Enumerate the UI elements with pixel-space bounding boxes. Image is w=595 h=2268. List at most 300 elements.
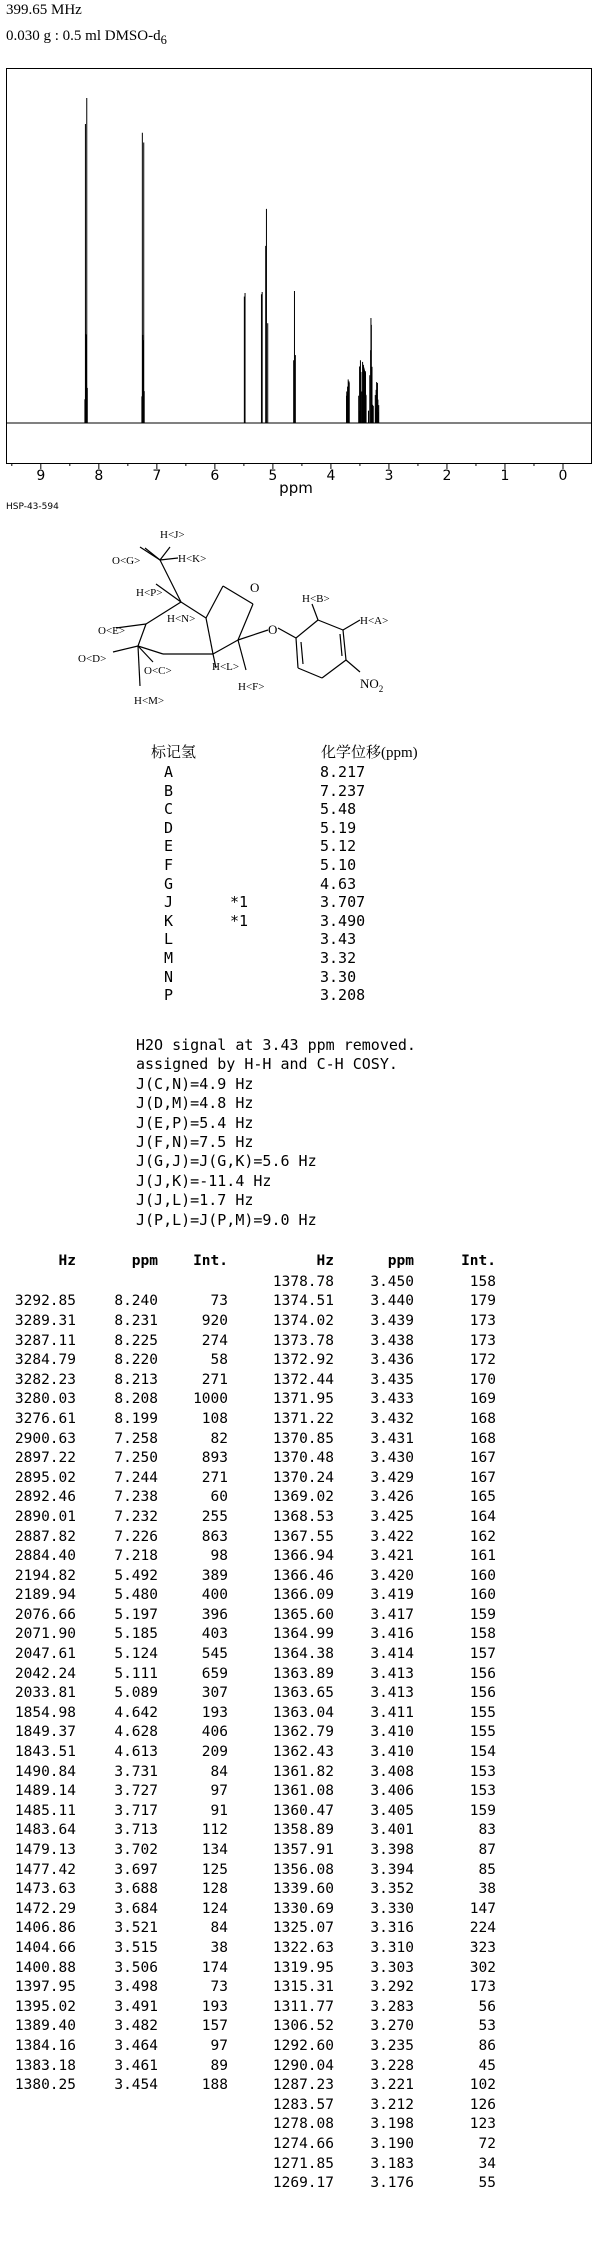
peak-int: 97 <box>210 1783 228 1800</box>
peak-int: 224 <box>469 1920 496 1937</box>
peak-int: 86 <box>478 2037 496 2054</box>
peak-row <box>10 1527 228 1547</box>
peak-row <box>10 1605 228 1625</box>
peak-int: 193 <box>201 1998 228 2015</box>
label-HM: H<M> <box>134 695 165 707</box>
peak-ppm: 3.310 <box>370 1939 414 1956</box>
assignment-row <box>150 949 419 968</box>
peak-int: 274 <box>201 1332 228 1349</box>
peak-ppm: 3.432 <box>370 1410 414 1427</box>
peak-row <box>10 1507 228 1527</box>
x-tick-label-2: 7 <box>152 468 162 484</box>
note-line: J(C,N)=4.9 Hz <box>136 1074 254 1093</box>
peak-ppm: 3.405 <box>370 1802 414 1819</box>
peak-int: 124 <box>201 1900 228 1917</box>
peak-hz: 1361.08 <box>272 1783 334 1800</box>
peak-ppm: 3.435 <box>370 1371 414 1388</box>
peak-ppm: 8.225 <box>114 1332 158 1349</box>
peak-hz: 2895.02 <box>14 1469 76 1486</box>
peak-row <box>256 1350 496 1370</box>
peak-row <box>10 1350 228 1370</box>
note-line: J(P,L)=J(P,M)=9.0 Hz <box>136 1210 317 1229</box>
peak-ppm: 3.440 <box>370 1293 414 1310</box>
peak-hz: 1360.47 <box>272 1802 334 1819</box>
peak-hz: 1322.63 <box>272 1939 334 1956</box>
peak-ppm: 4.628 <box>114 1724 158 1741</box>
assignment-shift: 5.10 <box>320 855 357 874</box>
peak-row <box>10 1331 228 1351</box>
peak-int: 84 <box>210 1763 228 1780</box>
assignment-label: N <box>164 967 174 986</box>
note-line: J(J,L)=1.7 Hz <box>136 1191 254 1210</box>
peak-int: 173 <box>469 1979 496 1996</box>
peak-ppm: 3.398 <box>370 1842 414 1859</box>
peak-ppm: 7.218 <box>114 1548 158 1565</box>
peak-hz: 1477.42 <box>14 1861 76 1878</box>
peak-int: 157 <box>201 2018 228 2035</box>
peak-ppm: 8.220 <box>114 1352 158 1369</box>
peak-row <box>10 1488 228 1508</box>
assignment-note <box>230 800 320 819</box>
peak-ppm: 5.124 <box>114 1646 158 1663</box>
assignment-shift: 3.30 <box>320 967 357 986</box>
plot-frame <box>7 69 592 464</box>
peak-row <box>256 1703 496 1723</box>
x-tick-label-4: 5 <box>268 468 278 484</box>
peak-row <box>10 1272 228 1292</box>
peak-row <box>10 1703 228 1723</box>
label-HP: H<P> <box>136 587 163 599</box>
peak-ppm: 3.422 <box>370 1528 414 1545</box>
peak-row <box>10 1664 228 1684</box>
assignment-label: P <box>164 986 174 1005</box>
peak-ppm: 3.702 <box>114 1842 158 1859</box>
peak-row <box>10 2036 228 2056</box>
peak-int: 153 <box>469 1763 496 1780</box>
peak-row <box>10 1997 228 2017</box>
x-tick-label-6: 3 <box>384 468 394 484</box>
peak-ppm: 3.430 <box>370 1450 414 1467</box>
peak-hz: 1372.44 <box>272 1371 334 1388</box>
assignment-row <box>150 782 419 801</box>
peak-ppm: 3.727 <box>114 1783 158 1800</box>
assignment-header-label: 标记氢 <box>151 745 197 761</box>
assignment-label: L <box>164 930 174 949</box>
peak-ppm: 3.408 <box>370 1763 414 1780</box>
col-header-hz: Hz <box>58 1253 76 1269</box>
peak-ppm: 3.431 <box>370 1430 414 1447</box>
peak-hz: 1490.84 <box>14 1763 76 1780</box>
assignment-row <box>150 856 419 875</box>
assignment-note: *1 <box>230 911 249 930</box>
peak-int: 920 <box>201 1312 228 1329</box>
label-OC: O<C> <box>144 665 172 677</box>
peak-int: 154 <box>469 1744 496 1761</box>
peak-int: 102 <box>469 2077 496 2094</box>
peak-int: 1000 <box>193 1391 228 1408</box>
peak-hz: 1356.08 <box>272 1861 334 1878</box>
peak-int: 60 <box>210 1489 228 1506</box>
peak-ppm: 3.176 <box>370 2175 414 2192</box>
assignment-row <box>150 763 419 782</box>
peak-ppm: 3.498 <box>114 1979 158 1996</box>
peak-int: 126 <box>469 2096 496 2113</box>
peak-hz: 1366.94 <box>272 1548 334 1565</box>
peak-ppm: 3.421 <box>370 1548 414 1565</box>
peak-int: 162 <box>469 1528 496 1545</box>
peak-ppm: 3.283 <box>370 1998 414 2015</box>
peak-hz: 1364.99 <box>272 1626 334 1643</box>
peak-hz: 1366.09 <box>272 1587 334 1604</box>
peak-ppm: 4.613 <box>114 1744 158 1761</box>
peak-row <box>10 1977 228 1997</box>
peak-ppm: 7.250 <box>114 1450 158 1467</box>
peak-row <box>256 1919 496 1939</box>
label-HA: H<A> <box>360 615 389 627</box>
peak-row <box>10 1723 228 1743</box>
peak-hz: 1843.51 <box>14 1744 76 1761</box>
peak-int: 659 <box>201 1665 228 1682</box>
peak-row <box>256 1860 496 1880</box>
peak-row <box>10 1311 228 1331</box>
peak-hz: 1362.79 <box>272 1724 334 1741</box>
peak-ppm: 3.438 <box>370 1332 414 1349</box>
peak-ppm: 3.330 <box>370 1900 414 1917</box>
peak-row <box>256 1742 496 1762</box>
peak-row <box>256 1527 496 1547</box>
peak-row <box>256 1625 496 1645</box>
peak-ppm: 3.688 <box>114 1881 158 1898</box>
label-HN: H<N> <box>167 613 196 625</box>
assignment-note <box>230 986 320 1005</box>
peak-hz: 3292.85 <box>14 1293 76 1310</box>
peak-row <box>10 1370 228 1390</box>
peak-int: 170 <box>469 1371 496 1388</box>
peak-int: 323 <box>469 1939 496 1956</box>
assignment-shift: 3.43 <box>320 930 357 949</box>
peak-ppm: 7.244 <box>114 1469 158 1486</box>
peak-hz: 1400.88 <box>14 1959 76 1976</box>
peak-ppm: 3.410 <box>370 1744 414 1761</box>
assignment-row <box>150 930 419 949</box>
peak-hz: 1292.60 <box>272 2037 334 2054</box>
peak-int: 73 <box>210 1979 228 1996</box>
peak-row <box>256 2075 496 2095</box>
peak-ppm: 3.270 <box>370 2018 414 2035</box>
peak-int: 302 <box>469 1959 496 1976</box>
peak-row <box>10 2075 228 2095</box>
peak-int: 156 <box>469 1685 496 1702</box>
peak-hz: 1361.82 <box>272 1763 334 1780</box>
peak-ppm: 3.429 <box>370 1469 414 1486</box>
peak-layer <box>85 98 379 423</box>
peak-int: 38 <box>478 1881 496 1898</box>
peak-hz: 1374.02 <box>272 1312 334 1329</box>
peak-row <box>10 1683 228 1703</box>
x-axis-label: ppm <box>279 479 313 497</box>
peak-hz: 1330.69 <box>272 1900 334 1917</box>
peak-ppm: 3.228 <box>370 2057 414 2074</box>
sample-text: 0.030 g : 0.5 ml DMSO-d <box>6 28 161 44</box>
peak-int: 169 <box>469 1391 496 1408</box>
assignment-note <box>230 968 320 987</box>
peak-ppm: 7.232 <box>114 1508 158 1525</box>
peak-int: 53 <box>478 2018 496 2035</box>
peak-int: 98 <box>210 1548 228 1565</box>
peak-ppm: 3.292 <box>370 1979 414 1996</box>
peak-hz: 1395.02 <box>14 1998 76 2015</box>
peak-row <box>256 2115 496 2135</box>
peak-int: 307 <box>201 1685 228 1702</box>
peak-row <box>256 1723 496 1743</box>
peak-ppm: 3.419 <box>370 1587 414 1604</box>
peak-row <box>10 1546 228 1566</box>
assignment-row <box>150 893 419 912</box>
assignment-shift: 7.237 <box>320 781 366 800</box>
x-tick-label-9: 0 <box>558 468 568 484</box>
peak-int: 173 <box>469 1312 496 1329</box>
assignment-note <box>230 763 320 782</box>
assignment-label: C <box>164 800 174 819</box>
peak-row <box>10 1566 228 1586</box>
assignment-label: G <box>164 874 174 893</box>
assignment-row <box>150 800 419 819</box>
peak-hz: 2884.40 <box>14 1548 76 1565</box>
peak-hz: 1363.04 <box>272 1704 334 1721</box>
peak-row <box>10 1801 228 1821</box>
peak-row <box>256 1997 496 2017</box>
peak-ppm: 3.410 <box>370 1724 414 1741</box>
peak-hz: 2071.90 <box>14 1626 76 1643</box>
peak-hz: 1274.66 <box>272 2135 334 2152</box>
peak-int: 72 <box>478 2135 496 2152</box>
peak-row <box>256 2017 496 2037</box>
peak-int: 89 <box>210 2057 228 2074</box>
peak-row <box>256 1331 496 1351</box>
peak-hz: 1370.24 <box>272 1469 334 1486</box>
peak-hz: 1374.51 <box>272 1293 334 1310</box>
peak-int: 55 <box>478 2175 496 2192</box>
peak-hz: 1278.08 <box>272 2116 334 2133</box>
peak-row <box>10 1390 228 1410</box>
peak-ppm: 3.401 <box>370 1822 414 1839</box>
peak-int: 58 <box>210 1352 228 1369</box>
assignment-header <box>150 740 419 763</box>
assignment-note <box>230 875 320 894</box>
peak-int: 179 <box>469 1293 496 1310</box>
molecule-structure <box>78 520 398 740</box>
assignment-label: F <box>164 855 174 874</box>
peak-int: 406 <box>201 1724 228 1741</box>
label-link-oxygen: O <box>268 622 278 637</box>
peak-row <box>10 1899 228 1919</box>
note-line: assigned by H-H and C-H COSY. <box>136 1055 398 1074</box>
peak-ppm: 3.183 <box>370 2155 414 2172</box>
spectrometer-frequency: 399.65 MHz <box>6 2 82 18</box>
peak-int: 156 <box>469 1665 496 1682</box>
peak-int: 147 <box>469 1900 496 1917</box>
col-header-int: Int. <box>193 1253 228 1269</box>
peak-ppm: 4.642 <box>114 1704 158 1721</box>
peak-row <box>10 1468 228 1488</box>
peak-hz: 1363.65 <box>272 1685 334 1702</box>
peak-row <box>10 1409 228 1429</box>
peak-int: 97 <box>210 2037 228 2054</box>
assignment-row <box>150 875 419 894</box>
peak-row <box>10 1762 228 1782</box>
peak-int: 87 <box>478 1842 496 1859</box>
peak-int: 158 <box>469 1626 496 1643</box>
peak-row <box>256 1468 496 1488</box>
peak-hz: 2042.24 <box>14 1665 76 1682</box>
assignment-note <box>230 949 320 968</box>
peak-int: 389 <box>201 1567 228 1584</box>
peak-row <box>256 1958 496 1978</box>
peak-row <box>256 1488 496 1508</box>
x-tick-label-5: 4 <box>326 468 336 484</box>
peak-ppm: 3.316 <box>370 1920 414 1937</box>
peak-hz: 1283.57 <box>272 2096 334 2113</box>
peak-row <box>10 1860 228 1880</box>
peak-hz: 2887.82 <box>14 1528 76 1545</box>
peak-ppm: 3.416 <box>370 1626 414 1643</box>
peak-ppm: 3.433 <box>370 1391 414 1408</box>
peak-ppm: 3.417 <box>370 1606 414 1623</box>
peak-row <box>256 1311 496 1331</box>
peak-int: 164 <box>469 1508 496 1525</box>
peak-ppm: 3.426 <box>370 1489 414 1506</box>
peak-ppm: 3.411 <box>370 1704 414 1721</box>
peak-ppm: 7.258 <box>114 1430 158 1447</box>
assignment-shift: 5.19 <box>320 818 357 837</box>
peak-int: 157 <box>469 1646 496 1663</box>
x-tick-label-0: 9 <box>36 468 46 484</box>
peak-hz: 2076.66 <box>14 1606 76 1623</box>
peak-int: 91 <box>210 1802 228 1819</box>
label-HK: H<K> <box>178 553 207 565</box>
peak-ppm: 3.414 <box>370 1646 414 1663</box>
peak-int: 161 <box>469 1548 496 1565</box>
peak-hz: 1489.14 <box>14 1783 76 1800</box>
peak-ppm: 3.515 <box>114 1939 158 1956</box>
peak-hz: 1366.46 <box>272 1567 334 1584</box>
peak-int: 158 <box>469 1273 496 1290</box>
peak-hz: 1368.53 <box>272 1508 334 1525</box>
x-tick-label-7: 2 <box>442 468 452 484</box>
peak-ppm: 3.521 <box>114 1920 158 1937</box>
peak-int: 173 <box>469 1332 496 1349</box>
peak-hz: 2890.01 <box>14 1508 76 1525</box>
assignment-label: J <box>164 893 174 912</box>
peak-int: 174 <box>201 1959 228 1976</box>
peak-row <box>256 1566 496 1586</box>
note-line: J(J,K)=-11.4 Hz <box>136 1171 272 1190</box>
assignment-label: M <box>164 948 174 967</box>
peak-ppm: 3.717 <box>114 1802 158 1819</box>
peak-ppm: 5.197 <box>114 1606 158 1623</box>
assignment-note <box>230 819 320 838</box>
peak-int: 255 <box>201 1508 228 1525</box>
peak-int: 160 <box>469 1587 496 1604</box>
peak-row <box>256 1448 496 1468</box>
peak-int: 545 <box>201 1646 228 1663</box>
peak-row <box>10 1821 228 1841</box>
peak-int: 134 <box>201 1842 228 1859</box>
label-ring-oxygen: O <box>250 580 260 595</box>
peak-ppm: 3.461 <box>114 2057 158 2074</box>
peak-ppm: 7.226 <box>114 1528 158 1545</box>
peak-ppm: 3.491 <box>114 1998 158 2015</box>
peak-row <box>256 1801 496 1821</box>
peak-int: 112 <box>201 1822 228 1839</box>
peak-hz: 1397.95 <box>14 1979 76 1996</box>
peak-int: 38 <box>210 1939 228 1956</box>
peak-table-right <box>256 1250 496 2193</box>
peak-hz <box>10 1272 76 1292</box>
peak-row <box>256 2154 496 2174</box>
peak-hz: 1311.77 <box>272 1998 334 2015</box>
peak-int: 160 <box>469 1567 496 1584</box>
peak-int: 125 <box>201 1861 228 1878</box>
peak-ppm: 3.482 <box>114 2018 158 2035</box>
peak-hz: 3280.03 <box>14 1391 76 1408</box>
peak-int: 172 <box>469 1352 496 1369</box>
assignment-shift: 3.707 <box>320 893 366 912</box>
peak-ppm: 3.450 <box>370 1273 414 1290</box>
label-nitro <box>360 676 383 694</box>
peak-hz: 1315.31 <box>272 1979 334 1996</box>
col-header-hz: Hz <box>316 1253 334 1269</box>
note-line: J(F,N)=7.5 Hz <box>136 1133 254 1152</box>
peak-row <box>256 1507 496 1527</box>
note-line: J(E,P)=5.4 Hz <box>136 1113 254 1132</box>
assignment-row <box>150 986 419 1005</box>
peak-int: 123 <box>469 2116 496 2133</box>
peak-ppm: 5.089 <box>114 1685 158 1702</box>
peak-ppm: 3.190 <box>370 2135 414 2152</box>
assignment-shift: 3.208 <box>320 986 366 1005</box>
peak-ppm: 3.506 <box>114 1959 158 1976</box>
peak-int: 168 <box>469 1410 496 1427</box>
peak-row <box>256 1272 496 1292</box>
peak-hz: 1849.37 <box>14 1724 76 1741</box>
peak-int: 159 <box>469 1606 496 1623</box>
peak-row <box>256 1292 496 1312</box>
peak-int: 271 <box>201 1469 228 1486</box>
peak-int: 34 <box>478 2155 496 2172</box>
peak-hz: 3289.31 <box>14 1312 76 1329</box>
peak-hz: 1389.40 <box>14 2018 76 2035</box>
peak-row <box>10 2056 228 2076</box>
peak-row <box>256 1664 496 1684</box>
peak-ppm: 3.464 <box>114 2037 158 2054</box>
col-header-ppm: ppm <box>131 1253 158 1269</box>
peak-hz: 1473.63 <box>14 1881 76 1898</box>
assignment-rows <box>150 763 419 1005</box>
peak-row <box>256 1605 496 1625</box>
peak-table-right-header <box>256 1250 496 1272</box>
peak-ppm: 3.394 <box>370 1861 414 1878</box>
assignment-row <box>150 819 419 838</box>
peak-row <box>10 1919 228 1939</box>
peak-ppm: 3.406 <box>370 1783 414 1800</box>
peak-hz: 1383.18 <box>14 2057 76 2074</box>
peak-hz: 2892.46 <box>14 1489 76 1506</box>
peak-row <box>256 1390 496 1410</box>
peak-hz: 1369.02 <box>272 1489 334 1506</box>
label-OE: O<E> <box>98 625 126 637</box>
assignment-shift: 5.48 <box>320 800 357 819</box>
